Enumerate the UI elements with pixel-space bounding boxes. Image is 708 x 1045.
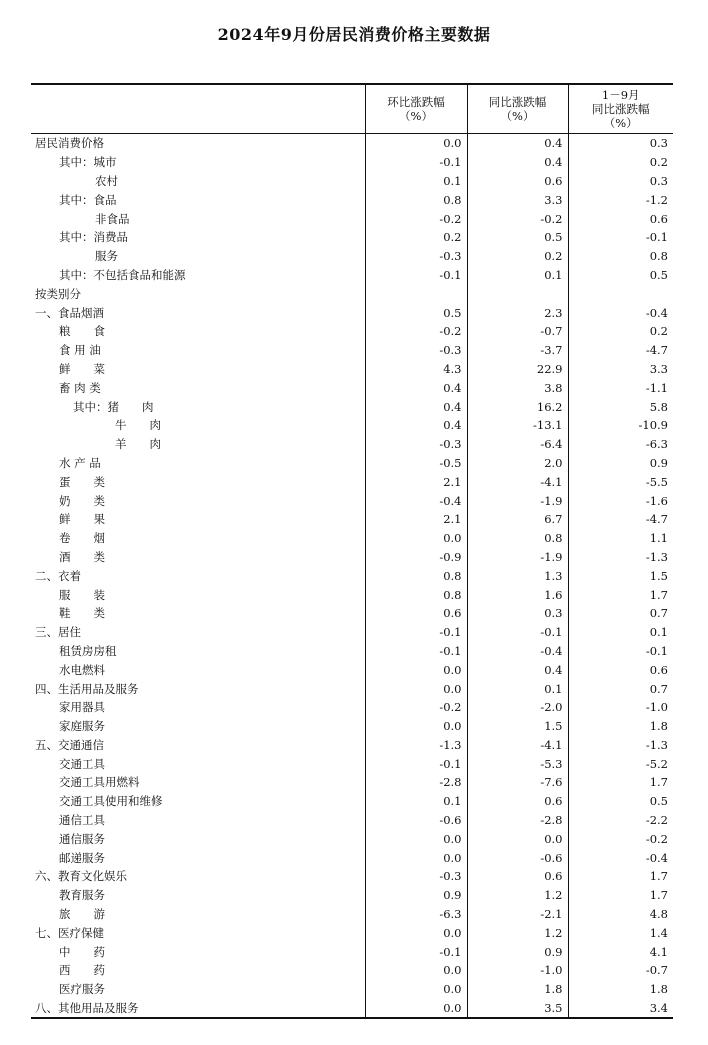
row-label: 卷 烟: [59, 531, 105, 546]
yoy-value: 1.8: [467, 980, 568, 999]
ytd-value: -1.0: [568, 698, 673, 717]
table-row: [31, 660, 673, 679]
ytd-value: 1.7: [568, 585, 673, 604]
mom-value: 0.0: [365, 980, 467, 999]
mom-value: -0.2: [365, 209, 467, 228]
mom-value: 0.4: [365, 378, 467, 397]
table-row: [31, 717, 673, 736]
mom-value: 0.4: [365, 416, 467, 435]
table-row: [31, 698, 673, 717]
table-row: [31, 604, 673, 623]
ytd-value: 0.3: [568, 134, 673, 153]
yoy-value: 0.1: [467, 266, 568, 285]
ytd-value: -10.9: [568, 416, 673, 435]
row-label: 其中：城市: [59, 155, 117, 170]
yoy-value: 0.4: [467, 153, 568, 172]
table-row: [31, 360, 673, 379]
row-label: 服 装: [59, 587, 105, 602]
table-row: [31, 923, 673, 942]
yoy-value: 1.2: [467, 886, 568, 905]
table-row: [31, 754, 673, 773]
header-mom: [365, 84, 467, 134]
row-label: 家用器具: [59, 700, 105, 715]
ytd-value: 5.8: [568, 397, 673, 416]
table-row: [31, 548, 673, 567]
ytd-value: 0.8: [568, 247, 673, 266]
mom-value: 0.0: [365, 717, 467, 736]
yoy-value: -0.2: [467, 209, 568, 228]
ytd-value: 3.3: [568, 360, 673, 379]
table-row: [31, 397, 673, 416]
ytd-value: -1.1: [568, 378, 673, 397]
row-label: 居民消费价格: [35, 136, 104, 151]
yoy-value: 0.2: [467, 247, 568, 266]
yoy-value: -0.4: [467, 642, 568, 661]
mom-value: 0.0: [365, 134, 467, 153]
table-row: [31, 266, 673, 285]
table-row: [31, 134, 673, 153]
ytd-value: 1.1: [568, 529, 673, 548]
ytd-value: -4.7: [568, 341, 673, 360]
table-row: [31, 773, 673, 792]
ytd-value: -6.3: [568, 435, 673, 454]
row-label: 其中：不包括食品和能源: [59, 267, 186, 282]
row-label: 非食品: [95, 211, 130, 226]
yoy-value: -0.7: [467, 322, 568, 341]
ytd-value: [568, 284, 673, 303]
row-label: 牛 肉: [115, 418, 161, 433]
header-ytd-line2: 同比涨跌幅: [592, 102, 650, 116]
yoy-value: -2.1: [467, 905, 568, 924]
yoy-value: 0.6: [467, 792, 568, 811]
cpi-table: [31, 83, 673, 1019]
yoy-value: 3.3: [467, 190, 568, 209]
ytd-value: -0.4: [568, 848, 673, 867]
page-title: 2024年9月份居民消费价格主要数据: [217, 25, 491, 44]
yoy-value: 0.4: [467, 660, 568, 679]
yoy-value: -0.1: [467, 623, 568, 642]
ytd-value: -0.2: [568, 829, 673, 848]
header-yoy-line1: 同比涨跌幅: [488, 95, 547, 109]
yoy-value: 0.6: [467, 172, 568, 191]
ytd-value: -1.2: [568, 190, 673, 209]
row-label: 交通工具用燃料: [59, 775, 140, 790]
table-row: [31, 153, 673, 172]
header-ytd-line1: 1－9月: [601, 88, 640, 102]
table-row: [31, 322, 673, 341]
row-label: 其中：猪 肉: [73, 399, 154, 414]
row-label: 粮 食: [59, 324, 105, 339]
ytd-value: -5.2: [568, 754, 673, 773]
yoy-value: 1.6: [467, 585, 568, 604]
row-label: 通信工具: [59, 813, 105, 828]
row-label: 羊 肉: [115, 437, 161, 452]
row-label: 奶 类: [59, 493, 105, 508]
yoy-value: -5.3: [467, 754, 568, 773]
ytd-value: -1.3: [568, 548, 673, 567]
mom-value: 0.0: [365, 961, 467, 980]
yoy-value: 0.6: [467, 867, 568, 886]
row-label: 食 用 油: [59, 343, 101, 358]
header-mom-line1: 环比涨跌幅: [387, 95, 445, 109]
mom-value: 0.0: [365, 999, 467, 1019]
mom-value: 2.1: [365, 510, 467, 529]
row-label: 蛋 类: [59, 474, 105, 489]
table-row: [31, 980, 673, 999]
ytd-value: 0.9: [568, 454, 673, 473]
yoy-value: 16.2: [467, 397, 568, 416]
ytd-value: 0.7: [568, 604, 673, 623]
ytd-value: 0.3: [568, 172, 673, 191]
mom-value: 0.0: [365, 829, 467, 848]
table-row: [31, 435, 673, 454]
ytd-value: 1.7: [568, 773, 673, 792]
row-label: 七、医疗保健: [35, 925, 104, 940]
row-label: 交通工具: [59, 756, 105, 771]
mom-value: -0.1: [365, 153, 467, 172]
yoy-value: [467, 284, 568, 303]
table-row: [31, 247, 673, 266]
mom-value: -0.3: [365, 247, 467, 266]
mom-value: -0.3: [365, 435, 467, 454]
table-row: [31, 172, 673, 191]
yoy-value: 2.0: [467, 454, 568, 473]
yoy-value: -6.4: [467, 435, 568, 454]
row-label: 按类别分: [35, 286, 81, 301]
yoy-value: -1.9: [467, 491, 568, 510]
table-row: [31, 529, 673, 548]
yoy-value: 0.8: [467, 529, 568, 548]
ytd-value: 0.2: [568, 153, 673, 172]
mom-value: 0.0: [365, 848, 467, 867]
row-label: 其中：消费品: [59, 230, 128, 245]
row-label: 鲜 果: [59, 512, 105, 527]
yoy-value: 1.3: [467, 566, 568, 585]
mom-value: [365, 284, 467, 303]
ytd-value: 0.7: [568, 679, 673, 698]
table-row: [31, 999, 673, 1019]
table-row: [31, 491, 673, 510]
mom-value: 0.8: [365, 190, 467, 209]
row-label: 一、食品烟酒: [35, 305, 104, 320]
mom-value: -0.4: [365, 491, 467, 510]
ytd-value: 1.7: [568, 867, 673, 886]
table-row: [31, 886, 673, 905]
table-row: [31, 190, 673, 209]
table-row: [31, 585, 673, 604]
mom-value: -1.3: [365, 736, 467, 755]
table-row: [31, 303, 673, 322]
ytd-value: 1.5: [568, 566, 673, 585]
ytd-value: -1.3: [568, 736, 673, 755]
table-row: [31, 209, 673, 228]
mom-value: -0.6: [365, 811, 467, 830]
ytd-value: -2.2: [568, 811, 673, 830]
yoy-value: -2.8: [467, 811, 568, 830]
table-row: [31, 961, 673, 980]
yoy-value: 1.5: [467, 717, 568, 736]
table-row: [31, 472, 673, 491]
table-row: [31, 811, 673, 830]
yoy-value: -4.1: [467, 736, 568, 755]
table-row: [31, 454, 673, 473]
table-row: [31, 510, 673, 529]
row-label: 医疗服务: [59, 982, 105, 997]
mom-value: -0.1: [365, 623, 467, 642]
mom-value: -0.1: [365, 266, 467, 285]
mom-value: -0.5: [365, 454, 467, 473]
table-row: [31, 623, 673, 642]
yoy-value: -0.6: [467, 848, 568, 867]
yoy-value: 1.2: [467, 923, 568, 942]
row-label: 西 药: [59, 963, 105, 978]
table-row: [31, 416, 673, 435]
ytd-value: 0.1: [568, 623, 673, 642]
ytd-value: 1.8: [568, 980, 673, 999]
yoy-value: -2.0: [467, 698, 568, 717]
table-row: [31, 867, 673, 886]
table-row: [31, 942, 673, 961]
mom-value: 0.2: [365, 228, 467, 247]
mom-value: 0.4: [365, 397, 467, 416]
mom-value: 2.1: [365, 472, 467, 491]
mom-value: 0.0: [365, 529, 467, 548]
table-row: [31, 905, 673, 924]
row-label: 二、衣着: [35, 568, 81, 583]
row-label: 通信服务: [59, 831, 105, 846]
ytd-value: -0.4: [568, 303, 673, 322]
yoy-value: 2.3: [467, 303, 568, 322]
row-label: 四、生活用品及服务: [35, 681, 139, 696]
row-label: 交通工具使用和维修: [59, 794, 163, 809]
mom-value: -0.1: [365, 754, 467, 773]
row-label: 鲜 菜: [59, 361, 105, 376]
yoy-value: 0.3: [467, 604, 568, 623]
yoy-value: -13.1: [467, 416, 568, 435]
mom-value: 4.3: [365, 360, 467, 379]
table-row: [31, 228, 673, 247]
header-yoy: [467, 84, 568, 134]
yoy-value: 0.9: [467, 942, 568, 961]
yoy-value: -1.9: [467, 548, 568, 567]
row-label: 酒 类: [59, 549, 105, 564]
row-label: 水 产 品: [59, 455, 101, 470]
yoy-value: 0.0: [467, 829, 568, 848]
ytd-value: -0.7: [568, 961, 673, 980]
ytd-value: -1.6: [568, 491, 673, 510]
mom-value: 0.5: [365, 303, 467, 322]
mom-value: -0.9: [365, 548, 467, 567]
row-label: 六、教育文化娱乐: [35, 869, 127, 884]
ytd-value: -5.5: [568, 472, 673, 491]
table-row: [31, 848, 673, 867]
row-label: 租赁房房租: [59, 643, 117, 658]
ytd-value: 0.5: [568, 792, 673, 811]
yoy-value: 22.9: [467, 360, 568, 379]
mom-value: 0.0: [365, 679, 467, 698]
table-row: [31, 736, 673, 755]
yoy-value: 6.7: [467, 510, 568, 529]
mom-value: 0.8: [365, 566, 467, 585]
row-label: 邮递服务: [59, 850, 105, 865]
yoy-value: 3.5: [467, 999, 568, 1019]
mom-value: -0.3: [365, 341, 467, 360]
table-row: [31, 792, 673, 811]
ytd-value: 1.8: [568, 717, 673, 736]
ytd-value: 3.4: [568, 999, 673, 1019]
table-row: [31, 642, 673, 661]
row-label: 水电燃料: [59, 662, 105, 677]
table-row: [31, 378, 673, 397]
ytd-value: -0.1: [568, 642, 673, 661]
table-row: [31, 566, 673, 585]
row-label: 服务: [95, 249, 118, 264]
mom-value: 0.0: [365, 660, 467, 679]
mom-value: -2.8: [365, 773, 467, 792]
yoy-value: -1.0: [467, 961, 568, 980]
header-ytd: [568, 84, 673, 134]
header-ytd-line3: （%）: [603, 116, 638, 130]
mom-value: 0.9: [365, 886, 467, 905]
mom-value: 0.0: [365, 923, 467, 942]
table-header-row: [31, 84, 673, 134]
ytd-value: 1.7: [568, 886, 673, 905]
row-label: 中 药: [59, 944, 105, 959]
row-label: 农村: [95, 173, 118, 188]
yoy-value: -4.1: [467, 472, 568, 491]
ytd-value: -4.7: [568, 510, 673, 529]
yoy-value: -7.6: [467, 773, 568, 792]
row-label: 畜 肉 类: [59, 380, 101, 395]
row-label: 家庭服务: [59, 719, 105, 734]
header-yoy-line2: （%）: [500, 109, 535, 123]
ytd-value: 0.6: [568, 660, 673, 679]
ytd-value: -0.1: [568, 228, 673, 247]
table-row: [31, 679, 673, 698]
mom-value: 0.6: [365, 604, 467, 623]
mom-value: -0.3: [365, 867, 467, 886]
row-label: 鞋 类: [59, 606, 105, 621]
yoy-value: 0.1: [467, 679, 568, 698]
table-row: [31, 829, 673, 848]
ytd-value: 0.2: [568, 322, 673, 341]
row-label: 其中：食品: [59, 192, 117, 207]
ytd-value: 4.8: [568, 905, 673, 924]
ytd-value: 0.5: [568, 266, 673, 285]
table-row: [31, 341, 673, 360]
row-label: 五、交通通信: [35, 737, 104, 752]
ytd-value: 0.6: [568, 209, 673, 228]
row-label: 八、其他用品及服务: [31, 999, 365, 1019]
table-body: [31, 134, 673, 1019]
mom-value: 0.8: [365, 585, 467, 604]
mom-value: -0.2: [365, 322, 467, 341]
ytd-value: 1.4: [568, 923, 673, 942]
header-item-blank: [31, 84, 365, 134]
yoy-value: 0.5: [467, 228, 568, 247]
row-label: 三、居住: [35, 625, 81, 640]
table-row: [31, 284, 673, 303]
header-mom-line2: （%）: [399, 109, 433, 123]
mom-value: 0.1: [365, 172, 467, 191]
mom-value: 0.1: [365, 792, 467, 811]
mom-value: -0.1: [365, 642, 467, 661]
row-label: 旅 游: [59, 907, 105, 922]
ytd-value: 4.1: [568, 942, 673, 961]
row-label: 教育服务: [59, 888, 105, 903]
mom-value: -6.3: [365, 905, 467, 924]
mom-value: -0.2: [365, 698, 467, 717]
yoy-value: 0.4: [467, 134, 568, 153]
yoy-value: 3.8: [467, 378, 568, 397]
mom-value: -0.1: [365, 942, 467, 961]
yoy-value: -3.7: [467, 341, 568, 360]
